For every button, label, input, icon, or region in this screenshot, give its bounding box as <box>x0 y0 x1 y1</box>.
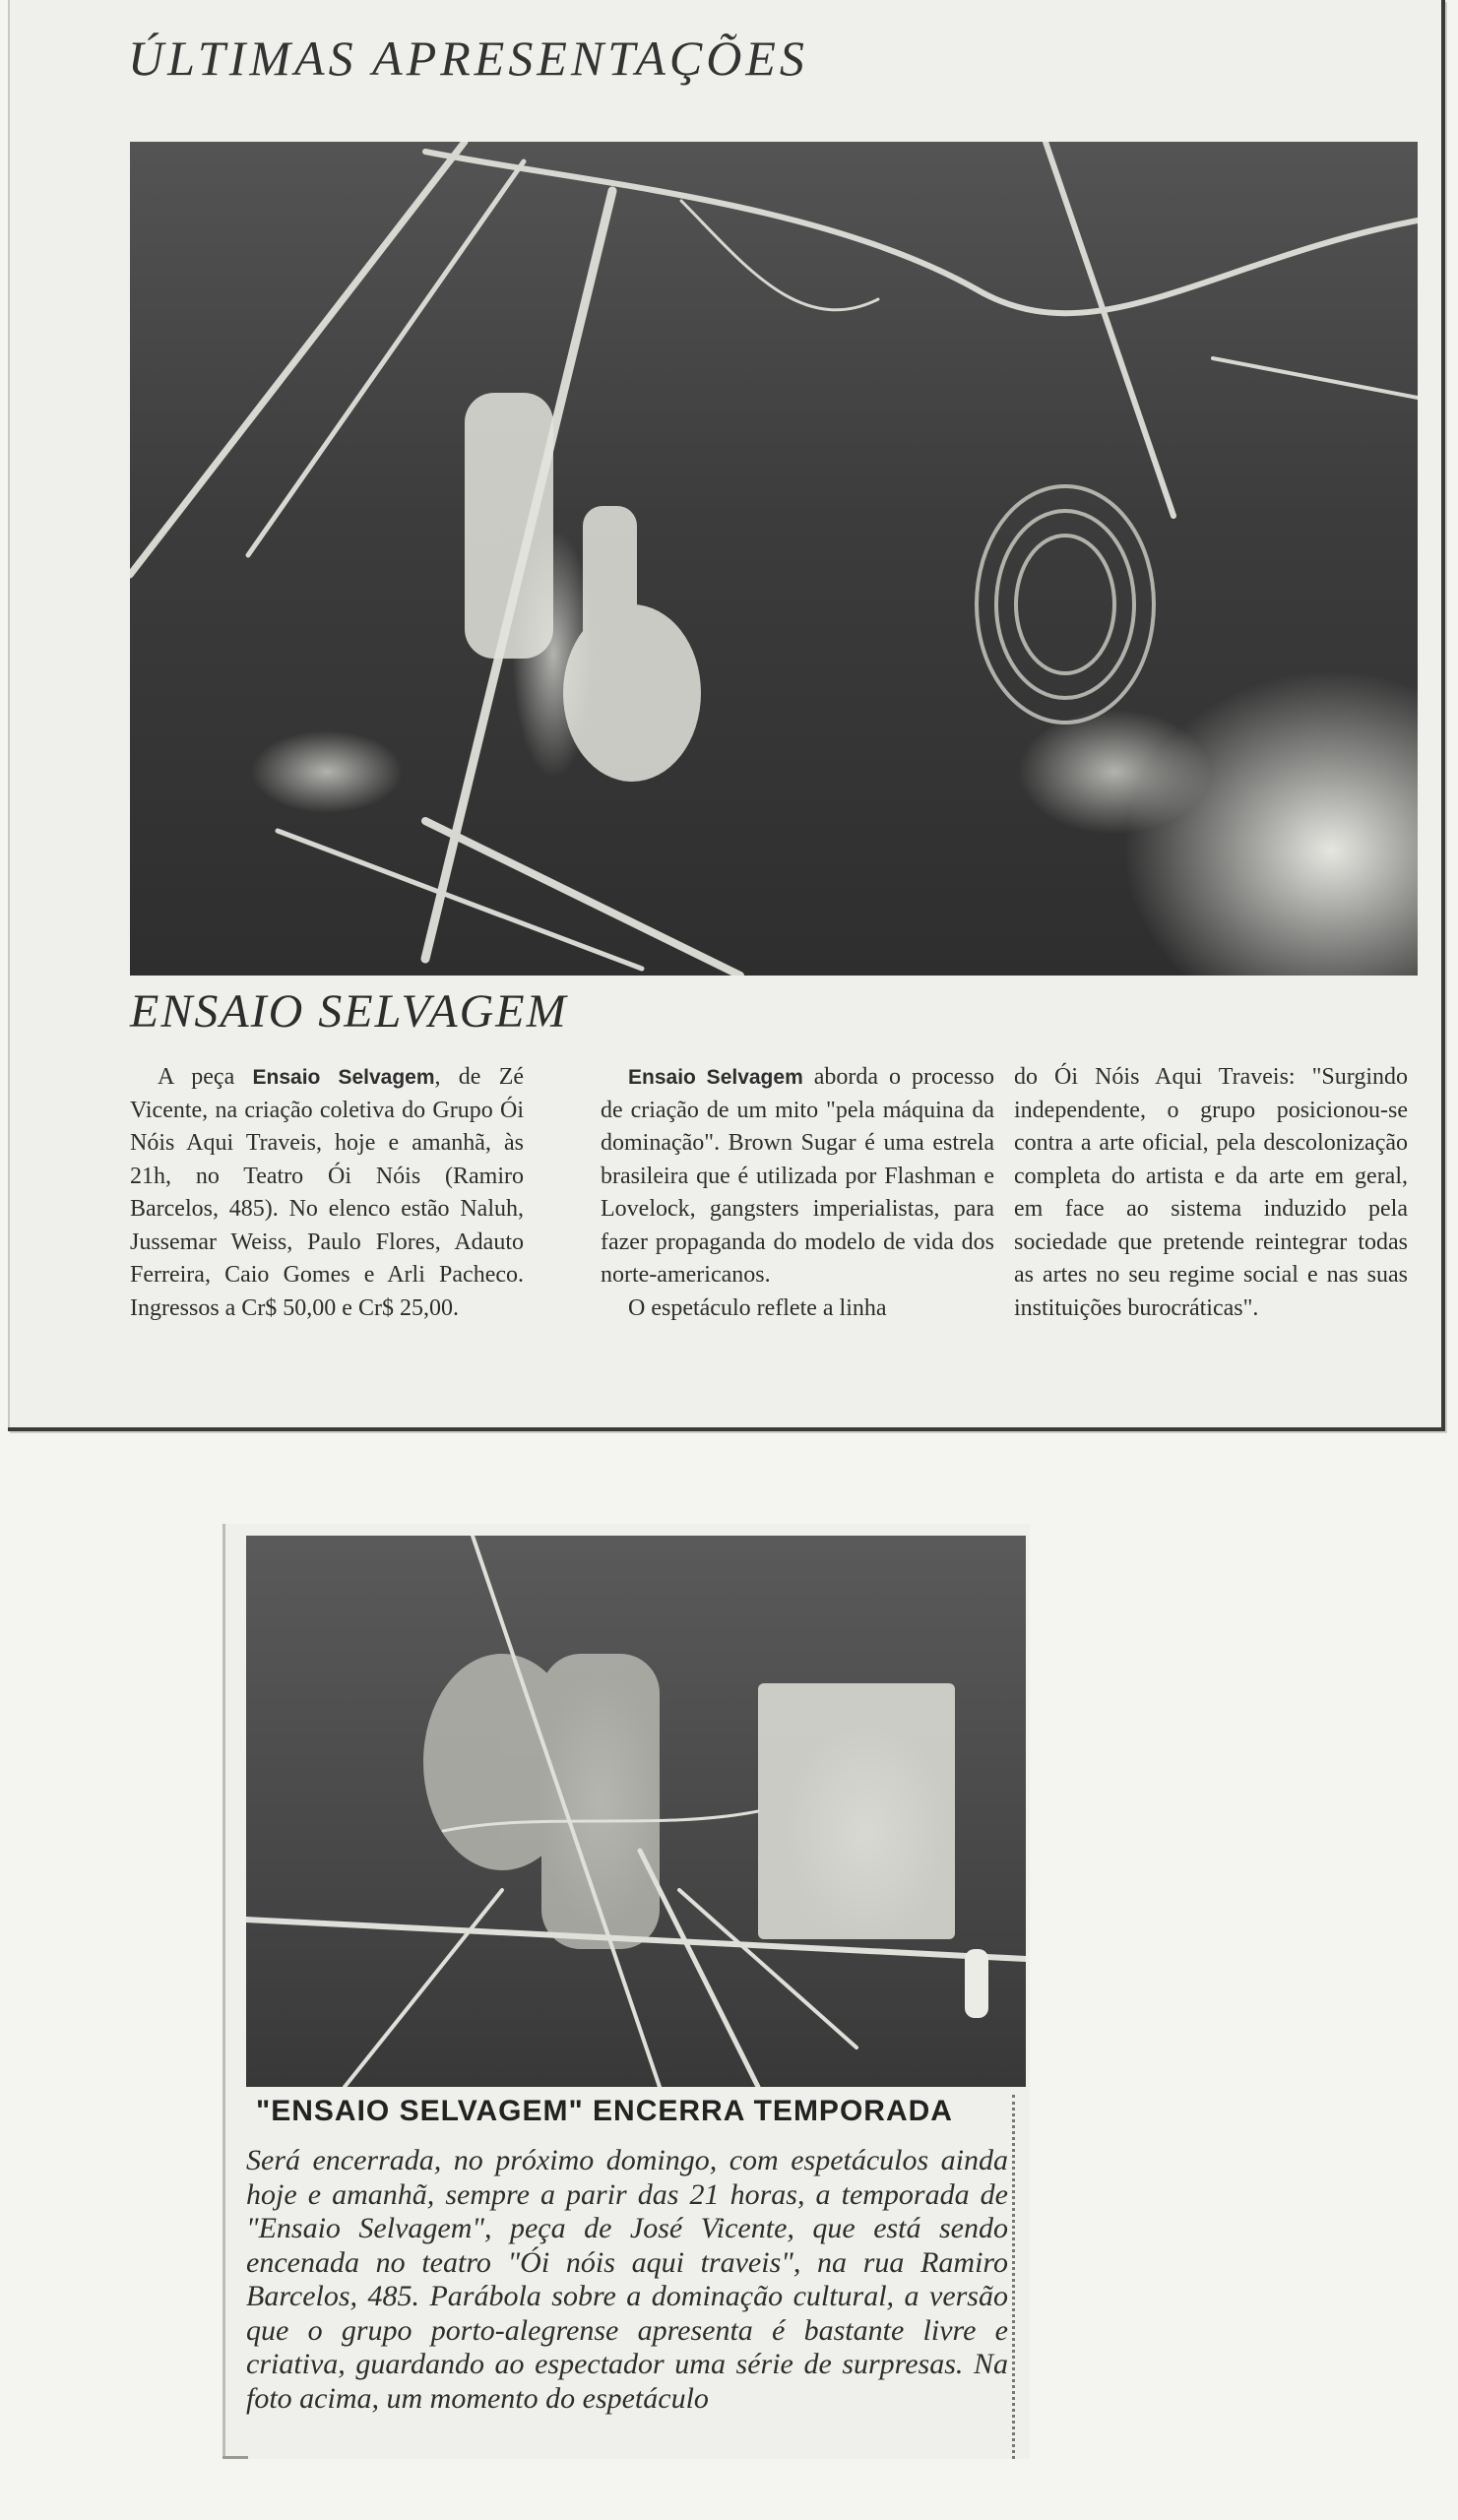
column-3-paragraph: do Ói Nóis Aqui Traveis: "Surgindo independente, o grupo posicionou-se contra a arte oficial, pela descolonização completa do artista e da arte em geral, em face ao sistema induzido pela sociedade que pretende reintegrar todas as artes no seu regime social e nas suas instituições burocráticas". <box>1014 1064 1408 1321</box>
kicker-heading: ÚLTIMAS APRESENTAÇÕES <box>128 31 808 86</box>
play-title: Ensaio Selvagem <box>252 1066 435 1089</box>
clipping-edge <box>222 1524 225 2459</box>
column-1-paragraph <box>130 1061 524 1325</box>
newspaper-clipping-bottom <box>222 1524 1030 2459</box>
article-headline: ENSAIO SELVAGEM <box>130 985 568 1038</box>
column-2-text: aborda o processo de criação de um mito "pela máquina da dominação". Brown Sugar é uma estrela brasileira que é utilizada por Flashman e Lovelock, gangsters imperialistas, para fazer propaganda do modelo de vida dos norte-americanos. <box>601 1064 994 1288</box>
column-1-text: , de Zé Vicente, na criação coletiva do Grupo Ói Nóis Aqui Traveis, hoje e amanhã, às 21h, no Teatro Ói Nóis (Ramiro Barcelos, 485). No elenco estão Naluh, Jussemar Weiss, Paulo Flores, Adauto Ferreira, Caio Gomes e Arli Pacheco. Ingressos a Cr$ 50,00 e Cr$ 25,00. <box>130 1064 525 1321</box>
dotted-divider <box>1012 2095 1015 2459</box>
article-column-2 <box>601 1061 994 1325</box>
play-title: Ensaio Selvagem <box>628 1066 803 1089</box>
column-2-paragraph-1 <box>601 1061 994 1292</box>
clipping-headline: "ENSAIO SELVAGEM" ENCERRA TEMPORADA <box>256 2095 953 2127</box>
performance-photo-bottom <box>246 1536 1026 2087</box>
clipping-body: Será encerrada, no próximo domingo, com espetáculos ainda hoje e amanhã, sempre a parir das 21 horas, a temporada de "Ensaio Selvagem", peça de José Vicente, que está sendo encenada no teatro "Ói nóis aqui traveis", na rua Ramiro Barcelos, 485. Parábola sobre a dominação cultural, a versão que o grupo porto-alegrense apresenta é bastante livre e criativa, guardando ao espectador uma série de surpresas. Na foto acima, um momento do espetáculo <box>246 2144 1008 2415</box>
column-1-lead-text: A peça <box>158 1064 253 1090</box>
column-2-paragraph-2: O espetáculo reflete a linha <box>628 1294 887 1321</box>
clipping-edge <box>222 2456 248 2459</box>
performance-photo-top <box>130 142 1418 976</box>
article-column-1 <box>130 1061 524 1325</box>
clipping-edge <box>8 0 10 1427</box>
article-column-3 <box>1014 1061 1408 1325</box>
stage-scaffold-illustration <box>130 142 1418 976</box>
stage-performers-illustration <box>246 1536 1026 2087</box>
